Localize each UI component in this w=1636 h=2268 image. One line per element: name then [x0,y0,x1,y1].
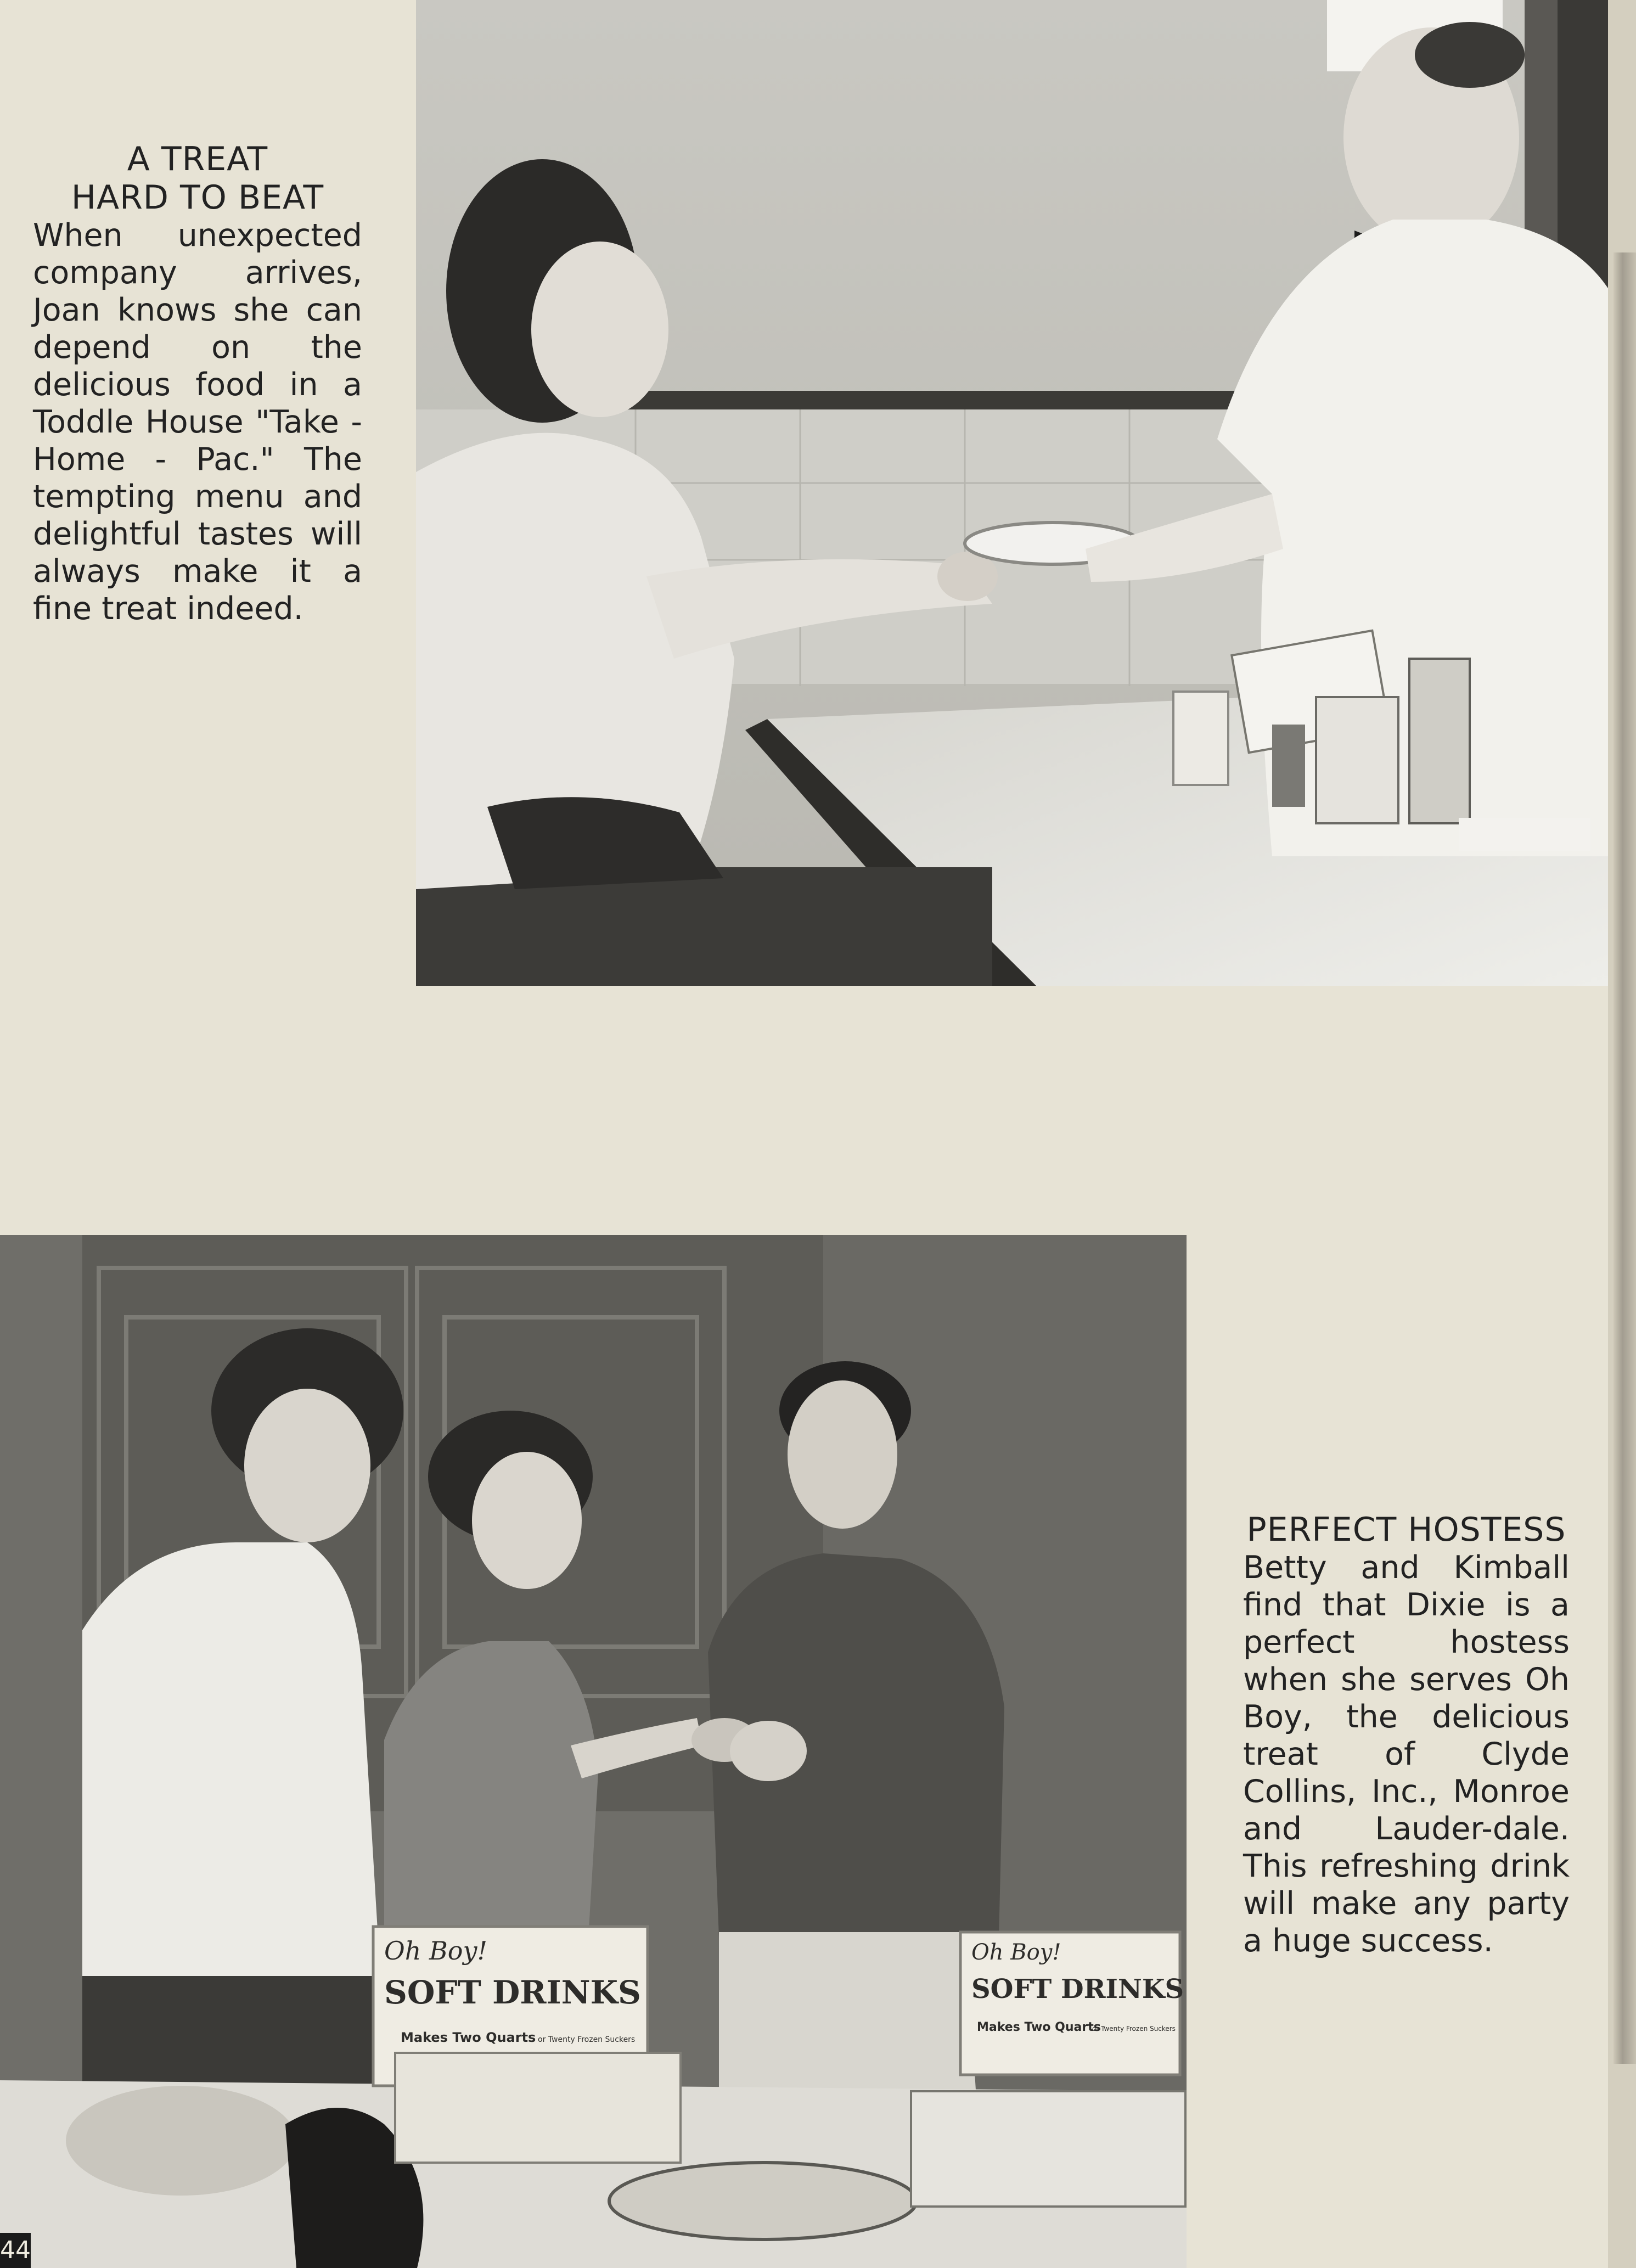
sign-left-small: or Twenty Frozen Suckers [538,2035,636,2044]
sign-right-title: SOFT DRINKS [971,1974,1184,2005]
sign-right-small: or Twenty Frozen Suckers [1092,2025,1176,2033]
photo-oh-boy-party-illustration [0,1235,1187,2268]
sign-left-subline: Makes Two Quarts [401,2030,536,2045]
caption-hostess-heading: PERFECT HOSTESS [1246,1511,1566,1549]
photo-oh-boy-party [0,1235,1187,2268]
caption-treat [33,140,362,627]
caption-hostess-body: Betty and Kimball find that Dixie is a perfect hostess when she serves Oh Boy, the delicious treat of Clyde Collins, Inc., Monroe and Lauder-dale. This refreshing drink will make any party a huge success. [1243,1550,1570,1959]
sign-left-brand: Oh Boy! [384,1936,487,1966]
caption-treat-body: When unexpected company arrives, Joan knows she can depend on the delicious food in a Toddle House "Take - Home - Pac." The tempting menu and delightful tastes will always make it a fine treat indeed. [33,217,362,627]
caption-hostess [1243,1511,1570,1960]
caption-treat-heading-line1: A TREAT [127,140,268,178]
photo-toddle-house-illustration [416,0,1619,986]
sign-left-title: SOFT DRINKS [384,1974,641,2011]
facing-page-shadow [1613,252,1636,2064]
caption-treat-heading-line2: HARD TO BEAT [71,178,324,217]
page-number: 44 [0,2233,31,2268]
sign-right-brand: Oh Boy! [971,1940,1061,1965]
photo-toddle-house [416,0,1619,986]
sign-right-subline: Makes Two Quarts [977,2020,1101,2034]
